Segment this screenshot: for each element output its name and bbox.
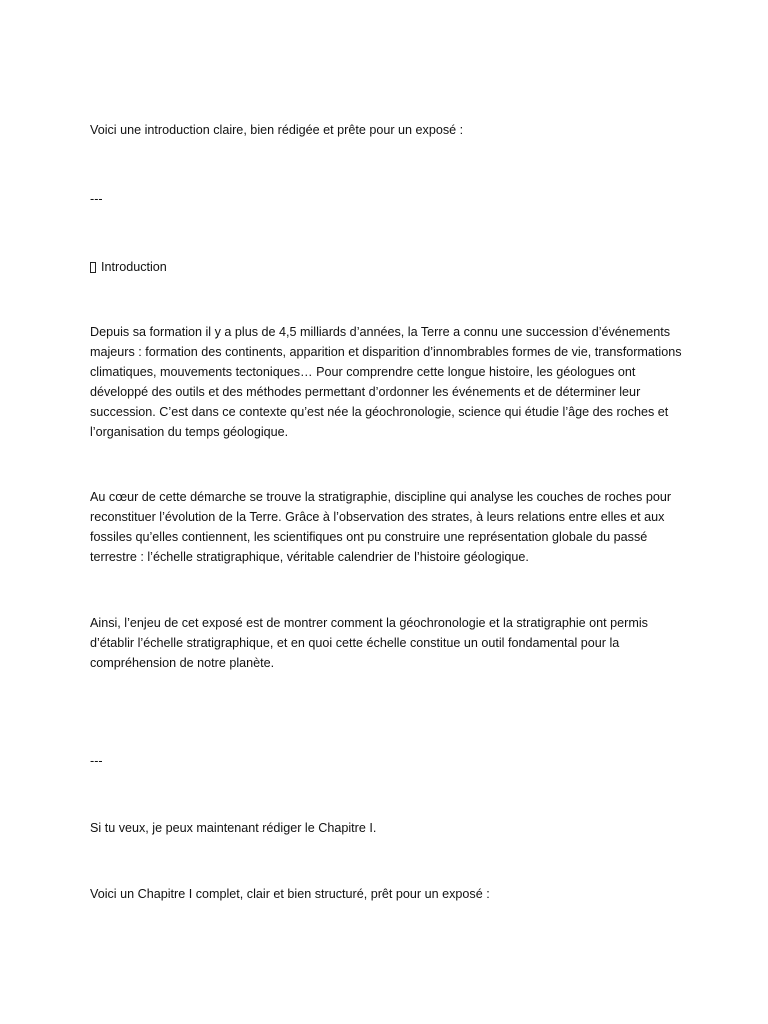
separator: --- [90, 192, 103, 206]
offer-line: Si tu veux, je peux maintenant rédiger le Chapitre I. [90, 821, 377, 835]
intro-line: Voici une introduction claire, bien rédigée et prête pour un exposé : [90, 123, 464, 137]
paragraph-3: Ainsi, l’enjeu de cet exposé est de montrer comment la géochronologie et la stratigraphie ont permis d’établir l’échelle stratigraphique, et en quoi cette échelle constitue un outil fondamental pour la compréhension de notre planète. [90, 616, 648, 670]
missing-glyph-icon [90, 262, 96, 273]
paragraph-1: Depuis sa formation il y a plus de 4,5 milliards d’années, la Terre a connu une succession d’événements majeurs : formation des continents, apparition et disparition d’innombrables formes de vie, transformations climatiques, mouvements tectoniques… Pour comprendre cette longue histoire, les géologues ont développé des outils et des méthodes permettant d’ordonner les événements et de déterminer leur succession. C’est dans ce contexte qu’est née la géochronologie, science qui étudie l’âge des roches et l’organisation du temps géologique. [90, 325, 682, 439]
separator-2: --- [90, 754, 103, 768]
section-heading-text: Introduction [101, 260, 167, 274]
chapter-line: Voici un Chapitre I complet, clair et bien structuré, prêt pour un exposé : [90, 887, 490, 901]
paragraph-2: Au cœur de cette démarche se trouve la stratigraphie, discipline qui analyse les couches de roches pour reconstituer l’évolution de la Terre. Grâce à l’observation des strates, à leurs relations entre elles et aux fossiles qu’elles contiennent, les scientifiques ont pu construire une représentation globale du passé terrestre : l’échelle stratigraphique, véritable calendrier de l’histoire géologique. [90, 490, 672, 564]
section-heading [90, 257, 690, 277]
